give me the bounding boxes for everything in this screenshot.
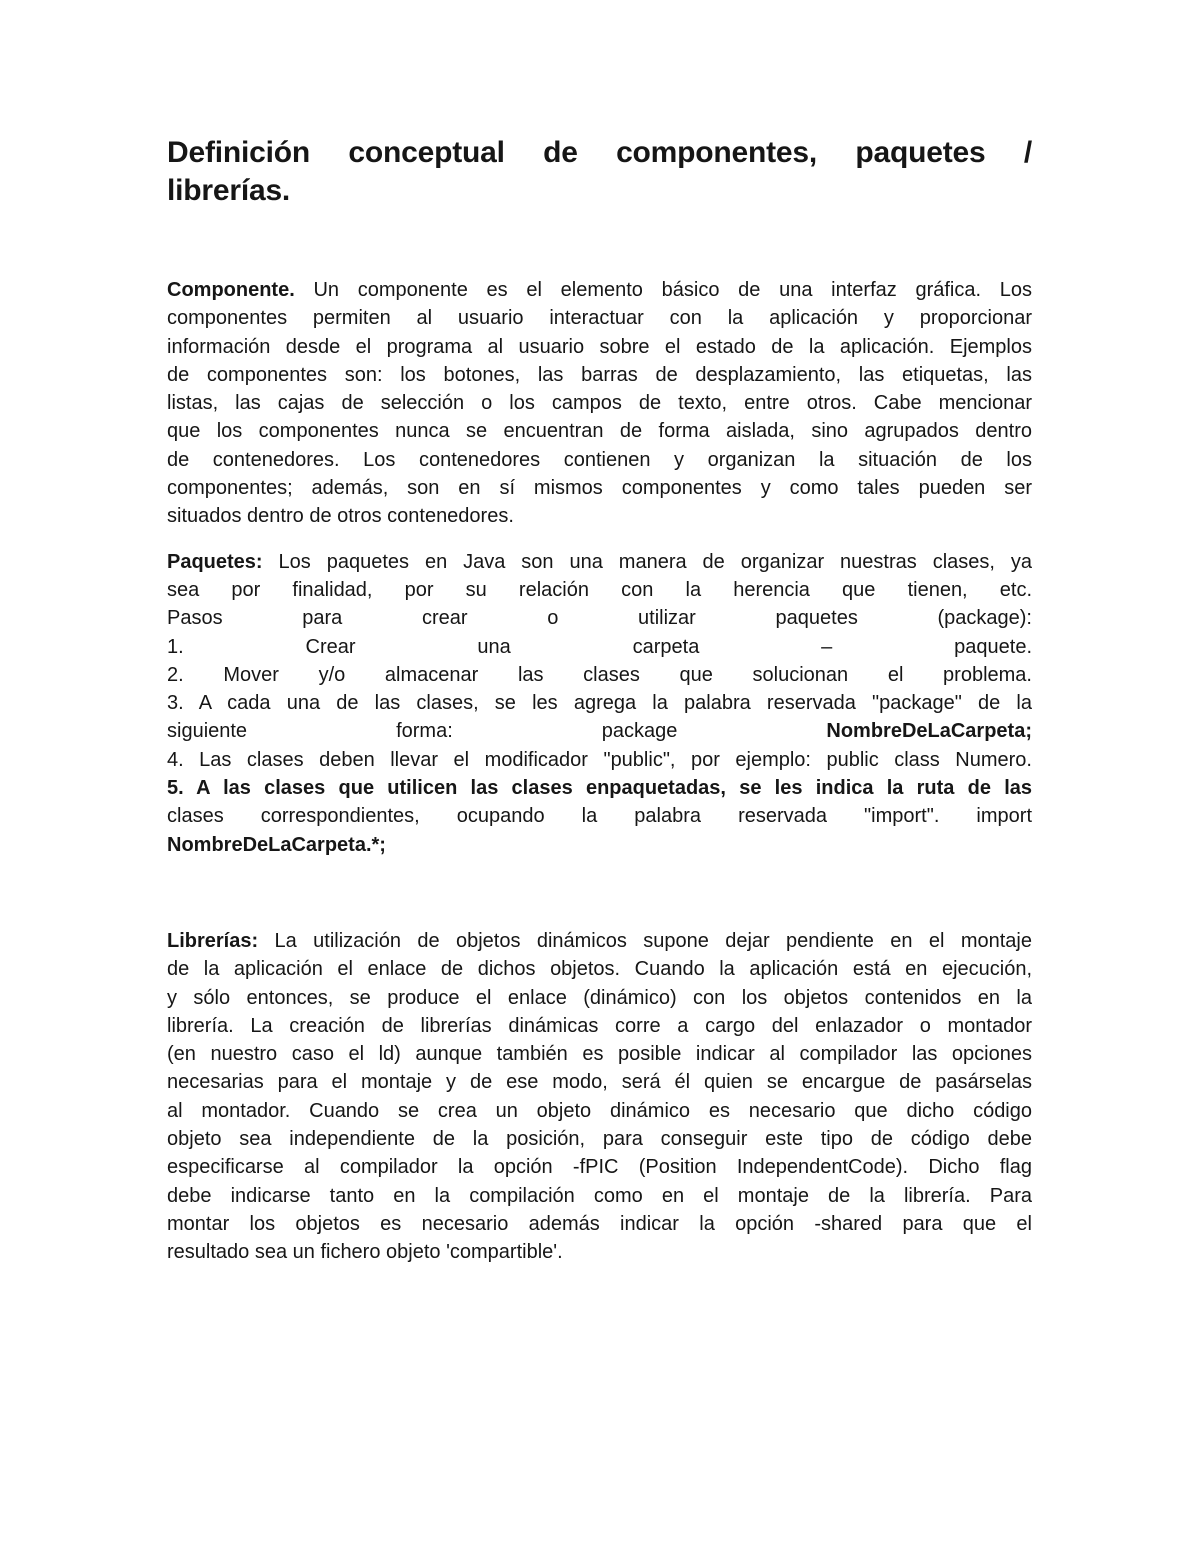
- paragraph-librerias-line: de la aplicación el enlace de dichos objetos. Cuando la aplicación está en ejecución,: [167, 958, 1032, 981]
- paragraph-paquetes: [167, 548, 1032, 859]
- paragraph-componente-line: Componente. Un componente es el elemento básico de una interfaz gráfica. Los: [167, 279, 1032, 301]
- paragraph-componente-line: componentes; además, son en sí mismos componentes y como tales pueden ser: [167, 477, 1032, 500]
- lead-term: Componente.: [167, 279, 295, 301]
- paragraph-paquetes-line: Pasos para crear o utilizar paquetes (package):: [167, 607, 1032, 630]
- paragraph-librerias-line: Librerías: La utilización de objetos dinámicos supone dejar pendiente en el montaje: [167, 929, 1032, 952]
- lead-term: Librerías:: [167, 929, 259, 952]
- paragraph-librerias-line: debe indicarse tanto en la compilación como en el montaje de la librería. Para: [167, 1184, 1032, 1207]
- paragraph-librerias-line: librería. La creación de librerías dinámicas corre a cargo del enlazador o montador: [167, 1014, 1032, 1037]
- paragraph-librerias-line: al montador. Cuando se crea un objeto dinámico es necesario que dicho código: [167, 1099, 1032, 1122]
- paragraph-librerias-line: montar los objetos es necesario además indicar la opción -shared para que el: [167, 1212, 1032, 1235]
- paragraph-paquetes-line: clases correspondientes, ocupando la palabra reservada "import". import: [167, 805, 1032, 828]
- paragraph-librerias: [167, 927, 1032, 1267]
- paragraph-paquetes-line: 4. Las clases deben llevar el modificador "public", por ejemplo: public class Numero.: [167, 748, 1032, 771]
- paragraph-componente-line: situados dentro de otros contenedores.: [167, 505, 514, 528]
- paragraph-paquetes-line: Paquetes: Los paquetes en Java son una manera de organizar nuestras clases, ya: [167, 550, 1032, 573]
- paragraph-paquetes-line: 3. A cada una de las clases, se les agrega la palabra reservada "package" de la: [167, 692, 1032, 715]
- paragraph-paquetes-line: 1. Crear una carpeta – paquete.: [167, 635, 1032, 658]
- paragraph-paquetes-line: 2. Mover y/o almacenar las clases que solucionan el problema.: [167, 663, 1032, 686]
- paragraph-componente-line: listas, las cajas de selección o los campos de texto, entre otros. Cabe mencionar: [167, 392, 1032, 415]
- paragraph-paquetes-line: siguiente forma: package NombreDeLaCarpeta;: [167, 720, 1032, 743]
- paragraph-paquetes-line: sea por finalidad, por su relación con la herencia que tienen, etc.: [167, 578, 1032, 601]
- paragraph-componente-line: componentes permiten al usuario interactuar con la aplicación y proporcionar: [167, 307, 1032, 330]
- bold-term: NombreDeLaCarpeta;: [826, 720, 1032, 743]
- paragraph-componente-line: de componentes son: los botones, las barras de desplazamiento, las etiquetas, las: [167, 363, 1032, 386]
- paragraph-paquetes-line: NombreDeLaCarpeta.*;: [167, 833, 386, 856]
- paragraph-librerias-line: especificarse al compilador la opción -fPIC (Position IndependentCode). Dicho flag: [167, 1156, 1032, 1179]
- paragraph-componente-line: de contenedores. Los contenedores contienen y organizan la situación de los: [167, 448, 1032, 471]
- paragraph-librerias-line: objeto sea independiente de la posición, para conseguir este tipo de código debe: [167, 1128, 1032, 1151]
- document-title-line: Definición conceptual de componentes, paquetes /: [167, 136, 1032, 169]
- paragraph-componente-line: información desde el programa al usuario sobre el estado de la aplicación. Ejemplos: [167, 335, 1032, 358]
- paragraph-librerias-line: necesarias para el montaje y de ese modo, será él quien se encargue de pasárselas: [167, 1071, 1032, 1094]
- lead-term: Paquetes:: [167, 550, 263, 573]
- paragraph-componente: [167, 276, 1032, 531]
- document-title: [167, 134, 1032, 210]
- paragraph-librerias-line: y sólo entonces, se produce el enlace (dinámico) con los objetos contenidos en la: [167, 986, 1032, 1009]
- paragraph-componente-line: que los componentes nunca se encuentran de forma aislada, sino agrupados dentro: [167, 420, 1032, 443]
- paragraph-librerias-line: (en nuestro caso el ld) aunque también es posible indicar al compilador las opciones: [167, 1043, 1032, 1066]
- paragraph-librerias-line: resultado sea un fichero objeto 'compartible'.: [167, 1241, 563, 1264]
- document-title-line: librerías.: [167, 174, 291, 207]
- paragraph-paquetes-line: 5. A las clases que utilicen las clases enpaquetadas, se les indica la ruta de las: [167, 777, 1032, 800]
